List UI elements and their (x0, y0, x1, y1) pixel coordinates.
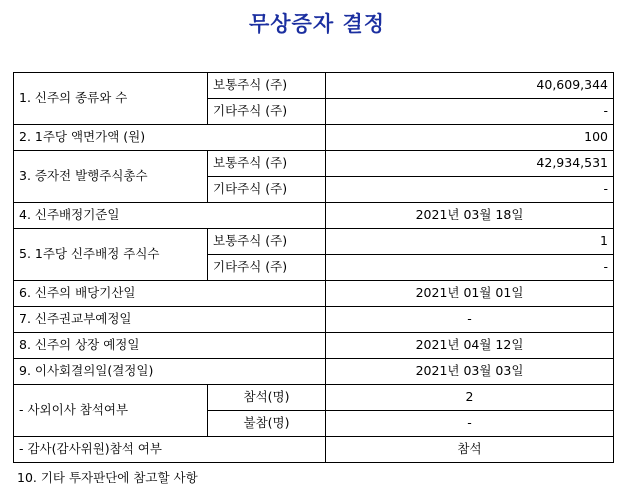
table-row (14, 437, 614, 463)
sub-label-common: 보통주식 (주) (208, 73, 326, 99)
value-par-value: 100 (326, 125, 614, 151)
value-record-date: 2021년 03월 18일 (326, 203, 614, 229)
value-directors-present: 2 (326, 385, 614, 411)
row-label-certificate-date: 7. 신주권교부예정일 (14, 307, 326, 333)
table-row (14, 125, 614, 151)
next-row-label-partial: 10. 기타 투자판단에 참고할 사항 (17, 470, 198, 485)
sub-label-absent: 불참(명) (208, 411, 326, 437)
sub-label-present: 참석(명) (208, 385, 326, 411)
value-new-common-shares: 40,609,344 (326, 73, 614, 99)
table-row (14, 203, 614, 229)
value-directors-absent: - (326, 411, 614, 437)
row-label-par-value: 2. 1주당 액면가액 (원) (14, 125, 326, 151)
value-certificate-date: - (326, 307, 614, 333)
value-auditor-attendance: 참석 (326, 437, 614, 463)
value-allotment-common: 1 (326, 229, 614, 255)
table-row (14, 151, 614, 177)
table-row (14, 359, 614, 385)
row-label-allotment-per-share: 5. 1주당 신주배정 주식수 (14, 229, 208, 281)
document-title: 무상증자 결정 (248, 11, 386, 36)
sub-label-other: 기타주식 (주) (208, 255, 326, 281)
value-board-resolution: 2021년 03월 03일 (326, 359, 614, 385)
table-row (14, 385, 614, 411)
row-label-dividend-start: 6. 신주의 배당기산일 (14, 281, 326, 307)
row-label-auditor-attendance: - 감사(감사위원)참석 여부 (14, 437, 326, 463)
value-other-before: - (326, 177, 614, 203)
sub-label-other: 기타주식 (주) (208, 177, 326, 203)
value-dividend-start: 2021년 01월 01일 (326, 281, 614, 307)
table-row (14, 73, 614, 99)
row-label-board-resolution: 9. 이사회결의일(결정일) (14, 359, 326, 385)
value-listing-date: 2021년 04월 12일 (326, 333, 614, 359)
sub-label-common: 보통주식 (주) (208, 229, 326, 255)
table-row (14, 333, 614, 359)
capital-increase-table (13, 72, 614, 463)
table-row (14, 307, 614, 333)
row-label-outside-directors: - 사외이사 참석여부 (14, 385, 208, 437)
value-common-before: 42,934,531 (326, 151, 614, 177)
table-row (14, 229, 614, 255)
row-label-new-shares-type: 1. 신주의 종류와 수 (14, 73, 208, 125)
table-row (14, 281, 614, 307)
value-allotment-other: - (326, 255, 614, 281)
row-label-listing-date: 8. 신주의 상장 예정일 (14, 333, 326, 359)
sub-label-common: 보통주식 (주) (208, 151, 326, 177)
value-new-other-shares: - (326, 99, 614, 125)
row-label-shares-before: 3. 증자전 발행주식총수 (14, 151, 208, 203)
sub-label-other: 기타주식 (주) (208, 99, 326, 125)
row-label-record-date: 4. 신주배정기준일 (14, 203, 326, 229)
